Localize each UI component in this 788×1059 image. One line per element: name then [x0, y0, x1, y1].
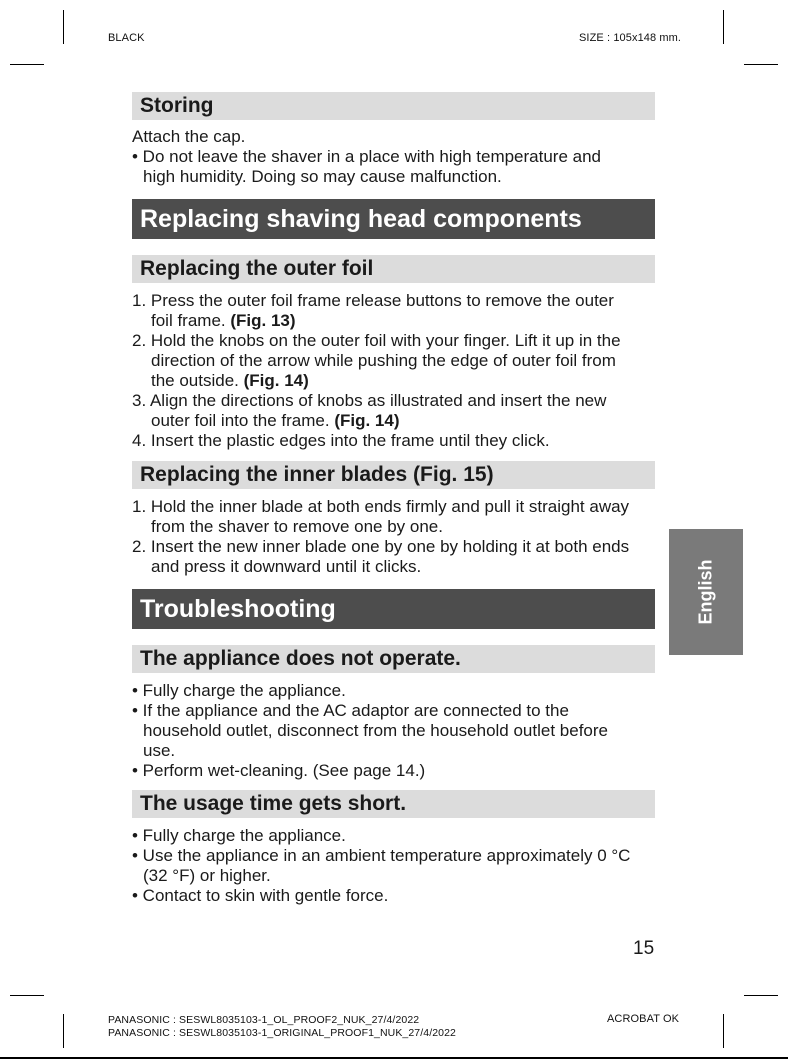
crop-mark-bottom-left-v [63, 1014, 64, 1048]
footer-proof-line: PANASONIC : SESWL8035103-1_ORIGINAL_PROOF1_NUK_27/4/2022 [108, 1027, 456, 1039]
crop-mark-top-right-v [723, 10, 724, 44]
outer-step-line: 4. Insert the plastic edges into the frame until they click. [132, 431, 550, 450]
not-operate-heading: The appliance does not operate. [140, 647, 461, 670]
page-number: 15 [633, 938, 655, 959]
language-tab [669, 529, 743, 655]
figure-reference: (Fig. 13) [230, 311, 296, 330]
storing-heading-bar [132, 92, 655, 120]
troubleshoot-bullet-line: household outlet, disconnect from the household outlet before [143, 721, 608, 740]
footer-approval: ACROBAT OK [607, 1013, 680, 1025]
crop-mark-top-left-h [10, 64, 44, 65]
troubleshoot-bullet-line: use. [143, 741, 176, 760]
usage-bullet-line: • Contact to skin with gentle force. [132, 886, 389, 905]
outer-foil-heading: Replacing the outer foil [140, 257, 374, 280]
crop-mark-bottom-right-h [744, 995, 778, 996]
inner-blades-heading: Replacing the inner blades (Fig. 15) [140, 463, 494, 486]
color-label: BLACK [108, 32, 145, 44]
figure-reference: (Fig. 14) [243, 371, 309, 390]
outer-step-line: 3. Align the directions of knobs as illustrated and insert the new [132, 391, 607, 410]
outer-step-line: foil frame. (Fig. 13) [151, 311, 296, 330]
figure-reference: (Fig. 14) [334, 411, 400, 430]
outer-step-line: the outside. (Fig. 14) [151, 371, 309, 390]
troubleshoot-bullet-line: • Fully charge the appliance. [132, 681, 346, 700]
troubleshoot-bullet-line: • If the appliance and the AC adaptor are connected to the [132, 701, 569, 720]
storing-heading: Storing [140, 94, 214, 117]
outer-step-line: outer foil into the frame. (Fig. 14) [151, 411, 400, 430]
inner-blades-heading-bar [132, 461, 655, 489]
replacing-heading: Replacing shaving head components [140, 205, 582, 233]
crop-mark-top-left-v [63, 10, 64, 44]
storing-bullet-line: • Do not leave the shaver in a place with high temperature and [132, 147, 602, 166]
inner-step-line: from the shaver to remove one by one. [151, 517, 443, 536]
crop-mark-top-right-h [744, 64, 778, 65]
crop-mark-bottom-right-v [723, 1014, 724, 1048]
usage-bullet-line: (32 °F) or higher. [143, 866, 271, 885]
outer-step-line: direction of the arrow while pushing the edge of outer foil from [151, 351, 616, 370]
usage-bullet-line: • Use the appliance in an ambient temperature approximately 0 °C [132, 846, 631, 865]
outer-foil-heading-bar [132, 255, 655, 283]
outer-step-line: 1. Press the outer foil frame release buttons to remove the outer [132, 291, 614, 310]
inner-step-line: and press it downward until it clicks. [151, 557, 422, 576]
troubleshooting-heading-bar [132, 589, 655, 629]
inner-step-line: 2. Insert the new inner blade one by one by holding it at both ends [132, 537, 630, 556]
inner-step-line: 1. Hold the inner blade at both ends firmly and pull it straight away [132, 497, 630, 516]
outer-step-line: 2. Hold the knobs on the outer foil with your finger. Lift it up in the [132, 331, 621, 350]
crop-mark-bottom-left-h [10, 995, 44, 996]
not-operate-heading-bar [132, 645, 655, 673]
troubleshooting-heading: Troubleshooting [140, 595, 336, 623]
usage-bullet-line: • Fully charge the appliance. [132, 826, 346, 845]
footer-proof-line: PANASONIC : SESWL8035103-1_OL_PROOF2_NUK_27/4/2022 [108, 1014, 420, 1026]
language-tab-label: English [695, 559, 716, 625]
storing-line: Attach the cap. [132, 127, 246, 146]
usage-time-heading-bar [132, 790, 655, 818]
usage-time-heading: The usage time gets short. [140, 792, 407, 815]
storing-bullet-line: high humidity. Doing so may cause malfunction. [143, 167, 502, 186]
replacing-heading-bar [132, 199, 655, 239]
troubleshoot-bullet-line: • Perform wet-cleaning. (See page 14.) [132, 761, 426, 780]
size-label: SIZE : 105x148 mm. [579, 32, 682, 44]
